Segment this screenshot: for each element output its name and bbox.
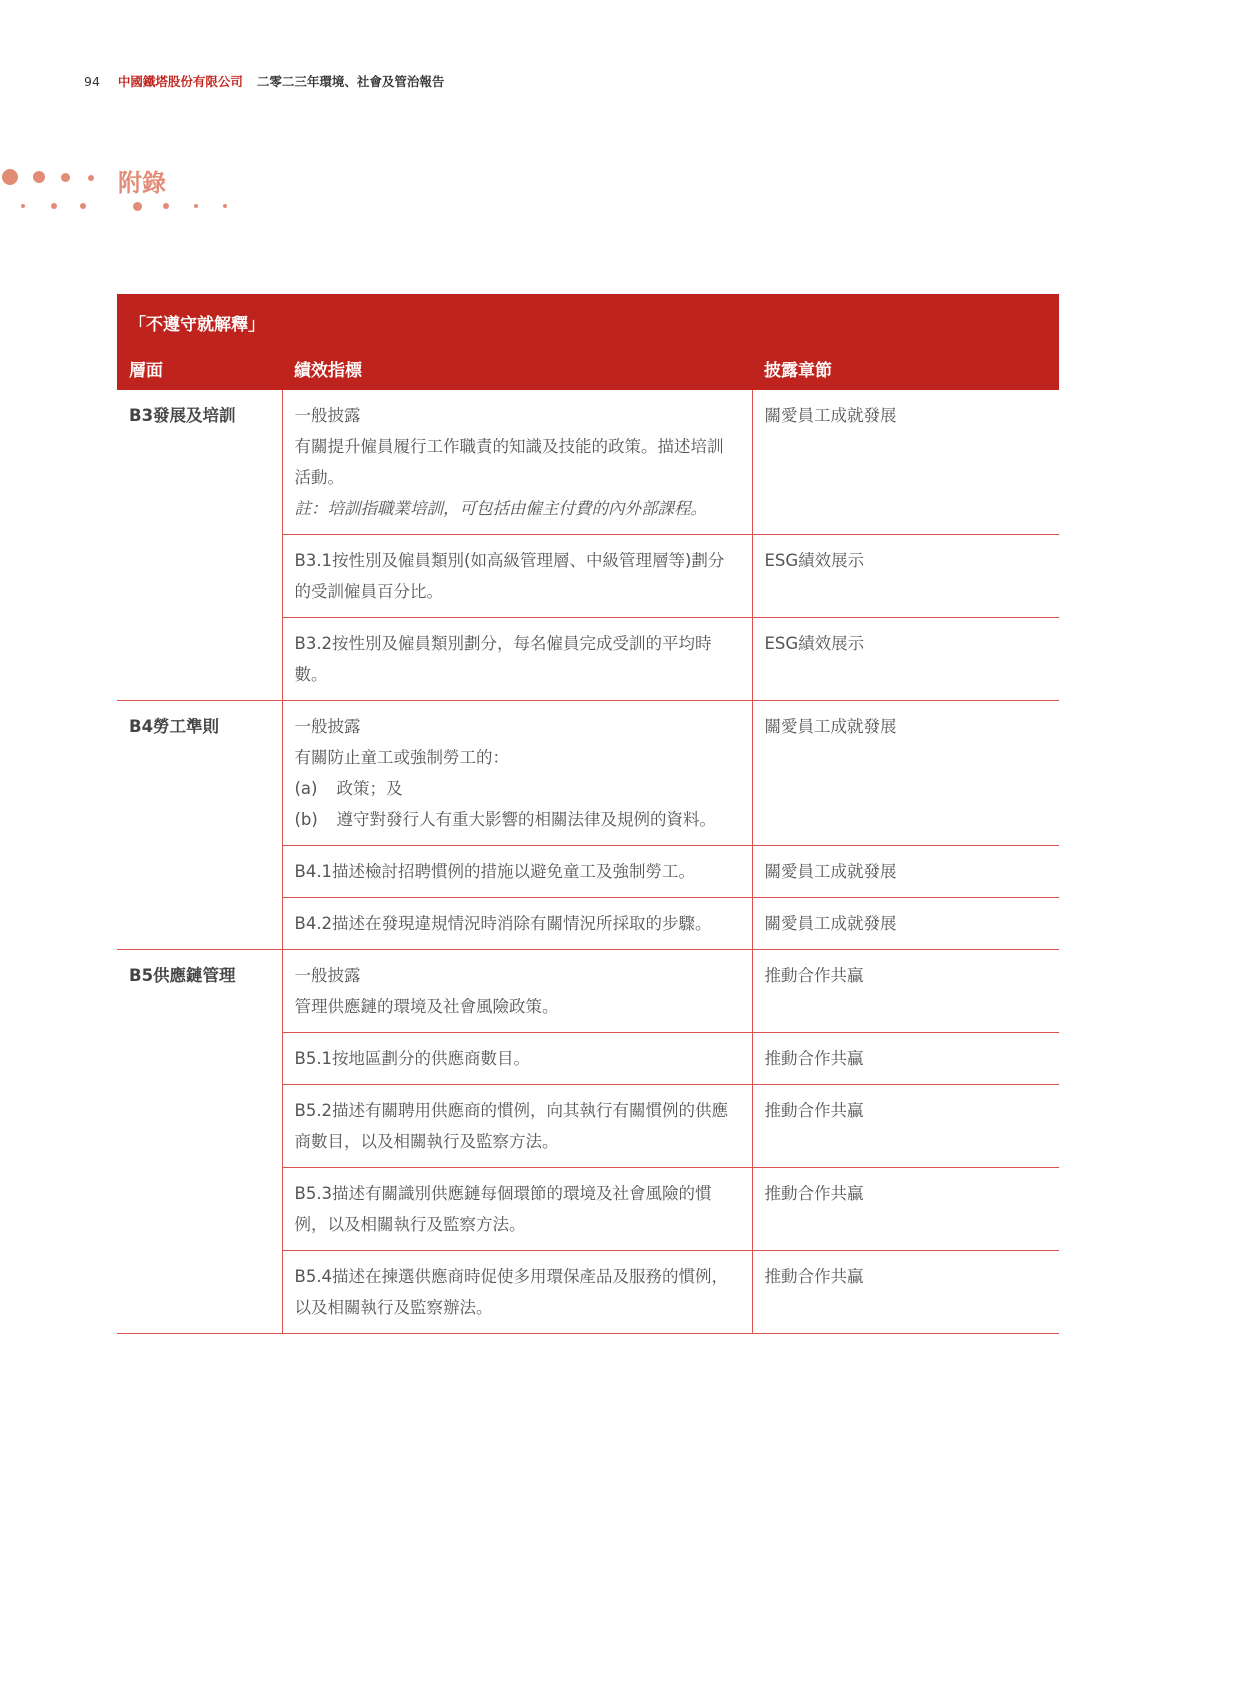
aspect-cell: B3發展及培訓 <box>117 390 282 701</box>
kpi-list-item <box>295 773 740 804</box>
column-header-kpi: 績效指標 <box>282 346 752 390</box>
aspect-cell: B4勞工準則 <box>117 701 282 950</box>
disclosure-section-cell: 推動合作共贏 <box>752 1168 1059 1251</box>
kpi-text-line: B4.2描述在發現違規情況時消除有關情況所採取的步驟。 <box>294 914 712 933</box>
kpi-cell <box>282 1168 752 1251</box>
disclosure-section-cell: ESG績效展示 <box>752 618 1059 701</box>
kpi-cell <box>282 1251 752 1334</box>
table-row <box>117 390 1059 535</box>
table-body <box>117 390 1059 1334</box>
kpi-text-line: 一般披露 <box>294 717 361 736</box>
kpi-text-line: B5.1按地區劃分的供應商數目。 <box>294 1049 531 1068</box>
kpi-text-line: B5.3描述有關識別供應鏈每個環節的環境及社會風險的慣例，以及相關執行及監察方法。 <box>294 1184 712 1234</box>
disclosure-section-cell: 推動合作共贏 <box>752 1251 1059 1334</box>
decor-dot <box>194 204 198 208</box>
decor-dot <box>33 171 45 183</box>
disclosure-section-cell: ESG績效展示 <box>752 535 1059 618</box>
kpi-list-label: (b) <box>294 810 318 829</box>
disclosure-section-cell: 關愛員工成就發展 <box>752 390 1059 535</box>
kpi-note: 註：培訓指職業培訓，可包括由僱主付費的內外部課程。 <box>294 499 707 518</box>
decor-dot <box>51 203 57 209</box>
disclosure-section-cell: 關愛員工成就發展 <box>752 846 1059 898</box>
decor-dot <box>133 202 142 211</box>
table-caption: 「不遵守就解釋」 <box>117 294 1059 346</box>
kpi-list-text: 遵守對發行人有重大影響的相關法律及規例的資料。 <box>336 810 716 829</box>
decor-dot <box>21 204 25 208</box>
disclosure-section-cell: 推動合作共贏 <box>752 1033 1059 1085</box>
table-header-row <box>117 346 1059 390</box>
kpi-cell <box>282 846 752 898</box>
kpi-cell <box>282 701 752 846</box>
kpi-cell <box>282 535 752 618</box>
column-header-aspect: 層面 <box>117 346 282 390</box>
kpi-text-line: 一般披露 <box>294 966 361 985</box>
section-title: 附錄 <box>118 169 166 197</box>
table-row <box>117 701 1059 846</box>
page-number: 94 <box>84 74 100 89</box>
aspect-cell: B5供應鏈管理 <box>117 950 282 1334</box>
running-head <box>84 72 444 90</box>
disclosure-section-cell: 推動合作共贏 <box>752 1085 1059 1168</box>
kpi-text-line: B3.2按性別及僱員類別劃分，每名僱員完成受訓的平均時數。 <box>294 634 712 684</box>
kpi-table-container <box>117 294 1059 1334</box>
kpi-cell <box>282 1033 752 1085</box>
decor-dot <box>2 169 18 185</box>
disclosure-section-cell: 關愛員工成就發展 <box>752 898 1059 950</box>
decor-dot <box>80 203 86 209</box>
decor-dot <box>163 203 169 209</box>
company-name: 中國鐵塔股份有限公司 <box>117 74 243 89</box>
kpi-cell <box>282 898 752 950</box>
decor-dot <box>223 204 227 208</box>
kpi-text-line: B4.1描述檢討招聘慣例的措施以避免童工及強制勞工。 <box>294 862 696 881</box>
kpi-list-item <box>295 804 740 835</box>
disclosure-section-cell: 關愛員工成就發展 <box>752 701 1059 846</box>
kpi-list-label: (a) <box>294 779 318 798</box>
report-title: 二零二三年環境、社會及管治報告 <box>256 74 445 89</box>
table-row <box>117 950 1059 1033</box>
decor-dot <box>61 173 70 182</box>
kpi-text-line: 有關防止童工或強制勞工的： <box>294 748 509 767</box>
kpi-cell <box>282 1085 752 1168</box>
kpi-text-line: B5.4描述在揀選供應商時促使多用環保產品及服務的慣例，以及相關執行及監察辦法。 <box>294 1267 729 1317</box>
kpi-cell <box>282 950 752 1033</box>
kpi-text-line: B3.1按性別及僱員類別(如高級管理層、中級管理層等)劃分的受訓僱員百分比。 <box>294 551 725 601</box>
kpi-text-line: 一般披露 <box>294 406 361 425</box>
kpi-cell <box>282 618 752 701</box>
decor-dot <box>88 175 94 181</box>
kpi-text-line: 管理供應鏈的環境及社會風險政策。 <box>294 997 559 1016</box>
kpi-text-line: 有關提升僱員履行工作職責的知識及技能的政策。描述培訓活動。 <box>294 437 724 487</box>
kpi-table <box>117 294 1059 1334</box>
kpi-list-text: 政策；及 <box>336 779 403 798</box>
kpi-text-line: B5.2描述有關聘用供應商的慣例，向其執行有關慣例的供應商數目，以及相關執行及監察方法。 <box>294 1101 729 1151</box>
table-caption-row <box>117 294 1059 346</box>
column-header-section: 披露章節 <box>752 346 1059 390</box>
disclosure-section-cell: 推動合作共贏 <box>752 950 1059 1033</box>
kpi-cell <box>282 390 752 535</box>
